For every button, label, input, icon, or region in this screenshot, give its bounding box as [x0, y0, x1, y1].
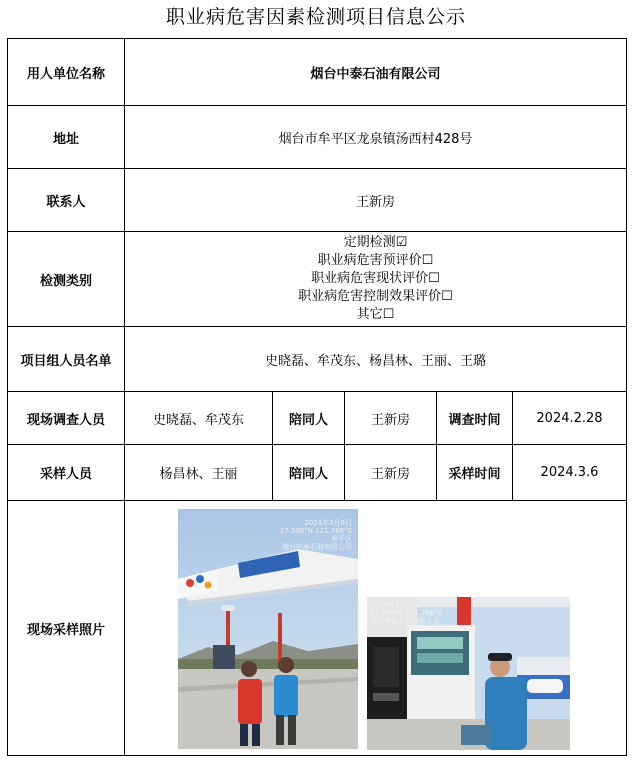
- survey-accompany-value: 王新房: [345, 392, 437, 445]
- survey-label: 现场调查人员: [8, 392, 125, 445]
- category-option-periodic: 定期检测☑: [343, 235, 408, 250]
- sampling-accompany-value: 王新房: [345, 445, 437, 501]
- sampling-value: 杨昌林、王丽: [125, 445, 273, 501]
- survey-value: 史晓磊、牟茂东: [125, 392, 273, 445]
- row-address: [8, 106, 627, 169]
- row-category: [8, 232, 627, 327]
- team-value: 史晓磊、牟茂东、杨昌林、王丽、王璐: [125, 327, 627, 392]
- team-label: 项目组人员名单: [8, 327, 125, 392]
- employer-label: 用人单位名称: [8, 39, 125, 106]
- address-value: 烟台市牟平区龙泉镇汤西村428号: [125, 106, 627, 169]
- employer-value: 烟台中泰石油有限公司: [125, 39, 627, 106]
- station-stamp-date: 2024年3月6日: [304, 519, 352, 527]
- station-photo-stamp: [280, 519, 352, 551]
- category-option-control-assessment: 职业病危害控制效果评价☐: [298, 289, 453, 304]
- dispenser-stamp-company: 烟台中泰石油有限公司: [370, 617, 440, 625]
- category-options: [125, 232, 627, 327]
- page-title: 职业病危害因素检测项目信息公示: [165, 6, 466, 28]
- row-sampling: [8, 445, 627, 501]
- station-stamp-company: 烟台中泰石油有限公司: [282, 543, 352, 551]
- sampling-time-value: 2024.3.6: [513, 445, 627, 501]
- dispenser-stamp-date: 2024年3月6日: [370, 601, 418, 609]
- sampling-time-label: 采样时间: [437, 445, 513, 501]
- station-stamp-coords: 37.396°N 121.766°E: [279, 527, 352, 535]
- contact-label: 联系人: [8, 169, 125, 232]
- sampling-label: 采样人员: [8, 445, 125, 501]
- site-photo-dispenser: [367, 597, 570, 750]
- address-label: 地址: [8, 106, 125, 169]
- photos-label: 现场采样照片: [8, 501, 125, 756]
- survey-time-label: 调查时间: [437, 392, 513, 445]
- category-option-other: 其它☐: [356, 307, 395, 322]
- dispenser-photo-stamp: [370, 601, 442, 625]
- row-team: [8, 327, 627, 392]
- survey-time-value: 2024.2.28: [513, 392, 627, 445]
- survey-accompany-label: 陪同人: [273, 392, 345, 445]
- row-survey: [8, 392, 627, 445]
- station-stamp-district: 牟平区: [331, 535, 352, 543]
- dispenser-stamp-coords: 37.396°N 121.766°E: [370, 609, 443, 617]
- row-contact: [8, 169, 627, 232]
- contact-value: 王新房: [125, 169, 627, 232]
- row-employer: [8, 39, 627, 106]
- category-label: 检测类别: [8, 232, 125, 327]
- site-photo-station: [178, 509, 358, 749]
- category-option-status-assessment: 职业病危害现状评价☐: [311, 271, 440, 286]
- sampling-accompany-label: 陪同人: [273, 445, 345, 501]
- category-option-pre-assessment: 职业病危害预评价☐: [317, 253, 434, 268]
